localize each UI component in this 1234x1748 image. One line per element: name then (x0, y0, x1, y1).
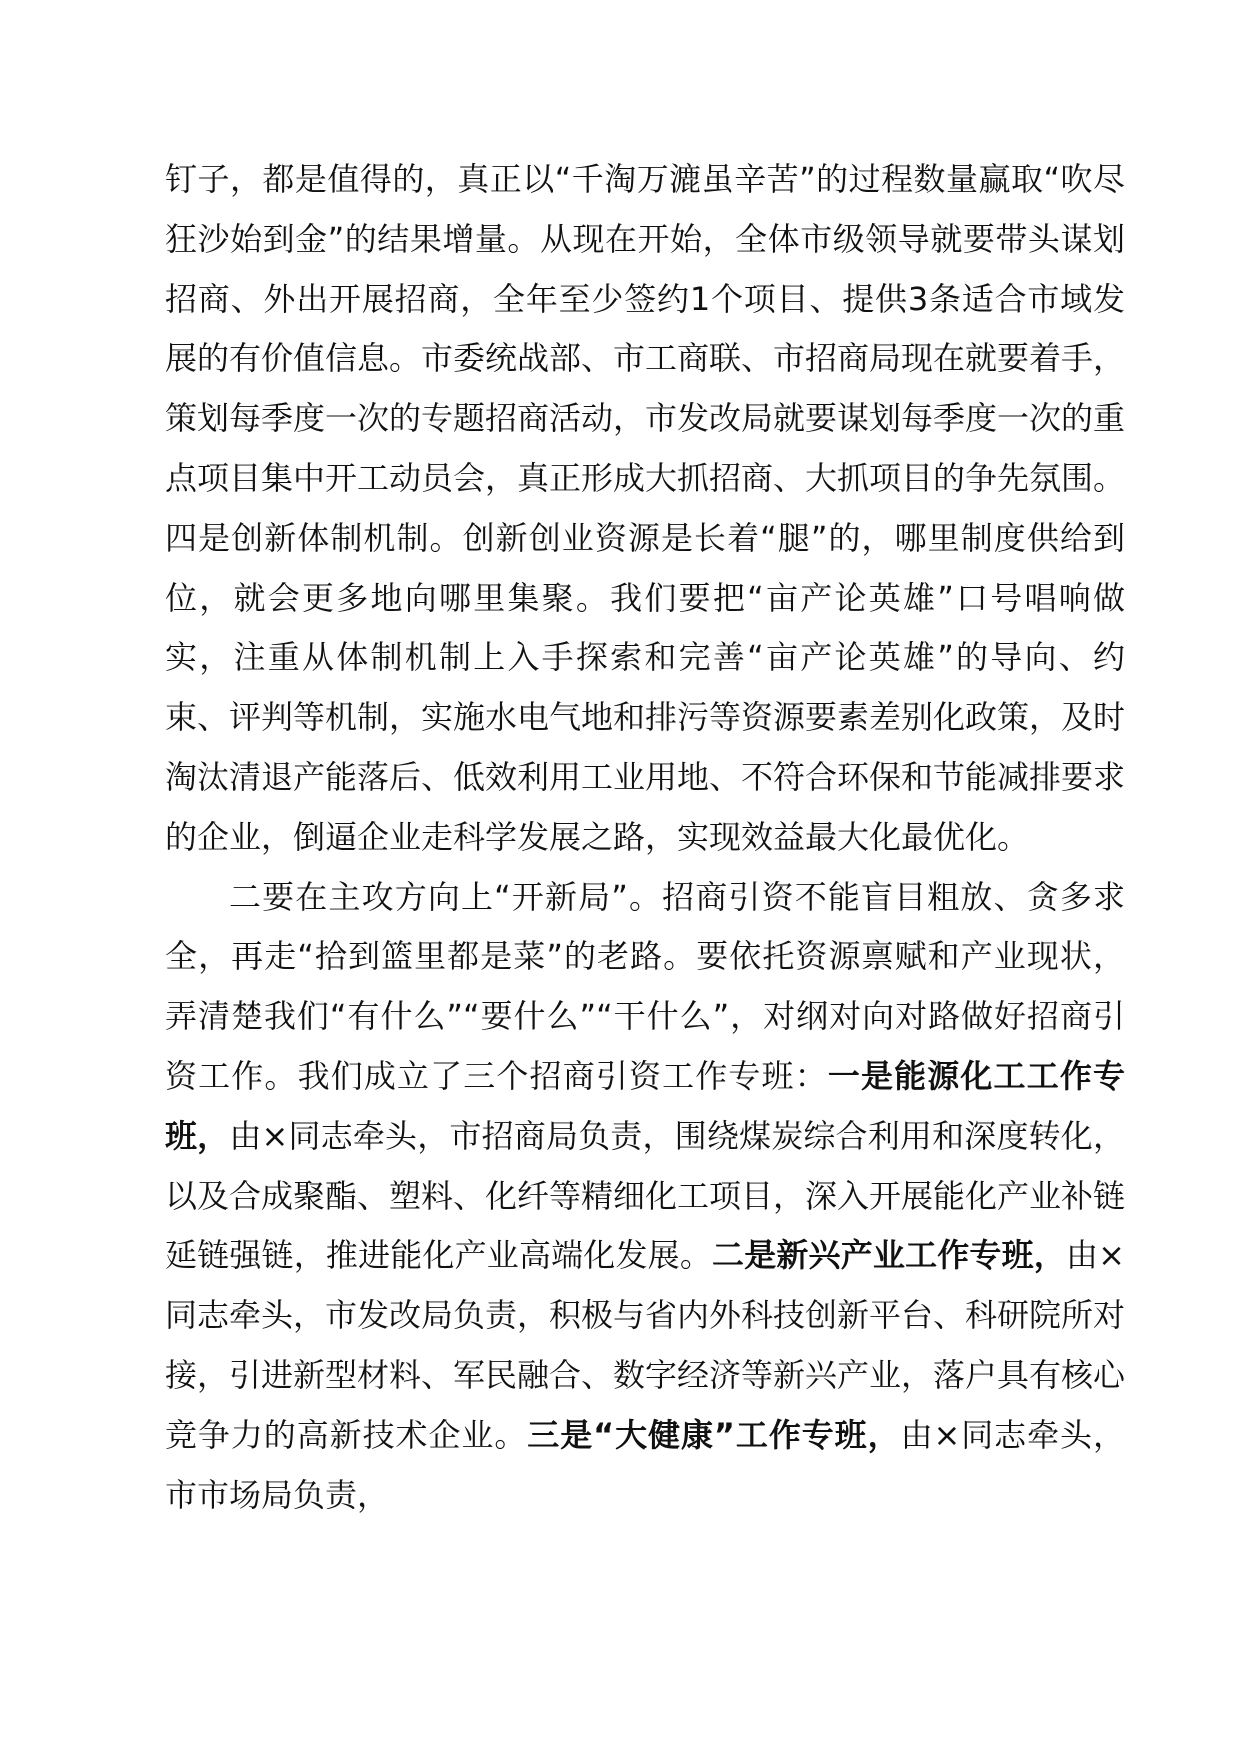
paragraph-text: 钉子，都是值得的，真正以“千淘万漉虽辛苦”的过程数量赢取“吹尽狂沙始到金”的结果增量。从现在开始，全体市级领导就要带头谋划招商、外出开展招商，全年至少签约1个项目、提供3条适合市域发展的有价值信息。市委统战部、市工商联、市招商局现在就要着手，策划每季度一次的专题招商活动，市发改局就要谋划每季度一次的重点项目集中开工动员会，真正形成大抓招商、大抓项目的争先氛围。四是创新体制机制。创新创业资源是长着“腿”的，哪里制度供给到位，就会更多地向哪里集聚。我们要把“亩产论英雄”口号唱响做实，注重从体制机制上入手探索和完善“亩产论英雄”的导向、约束、评判等机制，实施水电气地和排污等资源要素差别化政策，及时淘汰清退产能落后、低效利用工业用地、不符合环保和节能减排要求的企业，倒逼企业走科学发展之路，实现效益最大化最优化。 (165, 160, 1126, 856)
task-force-text-emerging-industry: 由×同志牵头，市发改局负责，积极与省内外科技创新平台、科研院所对接，引进新型材料、军民融合、数字经济等新兴产业，落户具有核心竞争力的高新技术企业。 (165, 1236, 1126, 1454)
paragraph (165, 150, 1125, 868)
task-force-title-energy-chemical: 一是能源化工工作专班， (165, 1056, 1125, 1155)
document-body (165, 150, 1125, 1525)
task-force-title-health: 三是“大健康”工作专班， (527, 1415, 901, 1454)
paragraph-intro: 二要在主攻方向上“开新局”。招商引资不能盲目粗放、贪多求全，再走“拾到篮里都是菜”的老路。要依托资源禀赋和产业现状，弄清楚我们“有什么”“要什么”“干什么”，对纲对向对路做好招商引资工作。我们成立了三个招商引资工作专班： (165, 877, 1125, 1095)
task-force-text-energy-chemical: 由×同志牵头，市招商局负责，围绕煤炭综合利用和深度转化，以及合成聚酯、塑料、化纤等精细化工项目，深入开展能化产业补链延链强链，推进能化产业高端化发展。 (165, 1116, 1126, 1275)
paragraph (165, 868, 1125, 1526)
task-force-text-health: 由×同志牵头，市市场局负责， (165, 1415, 1125, 1514)
task-force-title-emerging-industry: 二是新兴产业工作专班， (712, 1236, 1066, 1275)
